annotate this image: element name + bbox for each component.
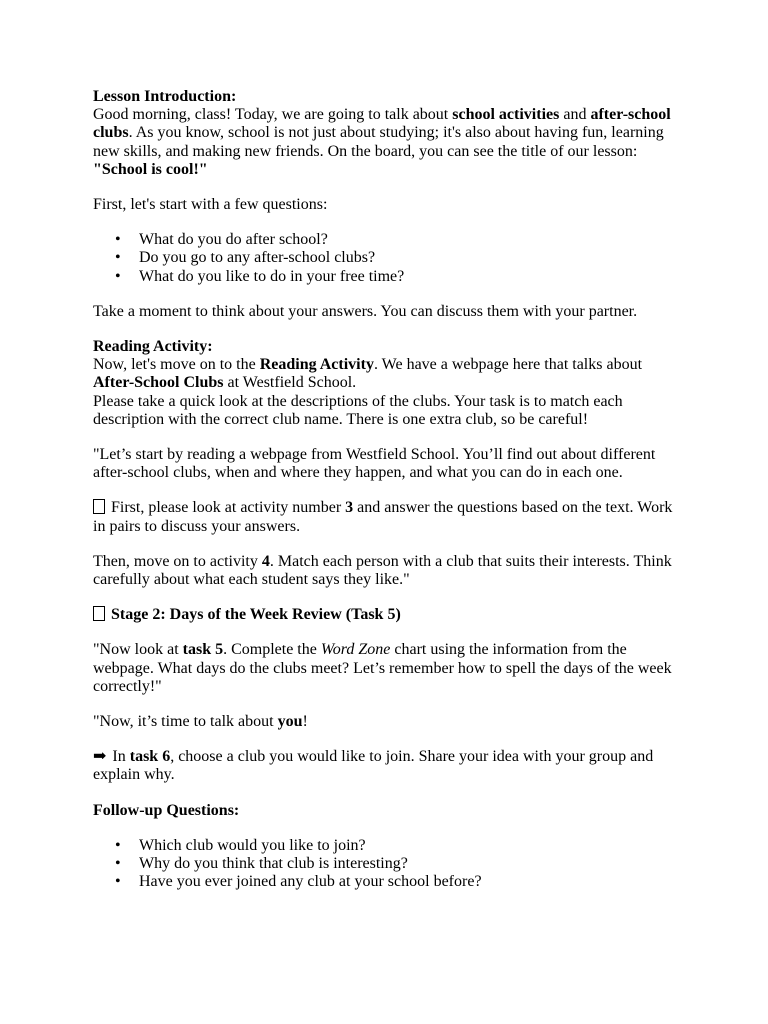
activity-3-paragraph: First, please look at activity number 3 and answer the questions based on the text. Work in pairs to discuss your answers. [93, 499, 673, 535]
list-item: • Have you ever joined any club at your school before? [139, 873, 683, 891]
questions-intro: First, let's start with a few questions: [93, 196, 328, 214]
list-item: • Which club would you like to join? [139, 837, 683, 855]
talk-about-you-paragraph: "Now, it’s time to talk about you! [93, 713, 308, 731]
missing-glyph-icon [93, 606, 105, 621]
webpage-quote-paragraph: "Let’s start by reading a webpage from Westfield School. You’ll find out about different after-school clubs, when and where they happen, and what you can do in each one. [93, 446, 656, 482]
reading-activity-heading: Reading Activity: [93, 338, 213, 356]
think-paragraph: Take a moment to think about your answers. You can discuss them with your partner. [93, 302, 638, 320]
stage-2-heading: Stage 2: Days of the Week Review (Task 5) [93, 606, 683, 624]
list-item: • What do you like to do in your free time? [139, 268, 683, 286]
missing-glyph-icon [93, 499, 105, 514]
list-item: • What do you do after school? [139, 231, 683, 249]
activity-4-paragraph: Then, move on to activity 4. Match each person with a club that suits their interests. Think carefully about what each student says they like." [93, 552, 672, 589]
task-6-paragraph: ➡ In task 6, choose a club you would like to join. Share your idea with your group and explain why. [93, 748, 654, 784]
follow-up-question-list [93, 837, 683, 892]
reading-task-paragraph: Please take a quick look at the descriptions of the clubs. Your task is to match each description with the correct club name. There is one extra club, so be careful! [93, 392, 623, 428]
document-body [93, 88, 683, 909]
right-arrow-icon: ➡ [93, 748, 107, 766]
task-5-paragraph: "Now look at task 5. Complete the Word Zone chart using the information from the webpage. What days do the clubs meet? Let’s remember how to spell the days of the week correctly!" [93, 641, 672, 695]
reading-intro-line: Now, let's move on to the Reading Activity. We have a webpage here that talks about After-School Clubs at Westfield School. [93, 356, 643, 392]
follow-up-heading: Follow-up Questions: [93, 801, 240, 819]
list-item: • Do you go to any after-school clubs? [139, 249, 683, 267]
intro-paragraph: Good morning, class! Today, we are going to talk about school activities and after-school clubs. As you know, school is not just about studying; it's also about having fun, learning new skills, and making new friends. On the board, you can see the title of our lesson: "School is cool!" [93, 106, 671, 178]
intro-question-list [93, 231, 683, 286]
list-item: • Why do you think that club is interesting? [139, 855, 683, 873]
lesson-intro-heading: Lesson Introduction: [93, 88, 237, 105]
